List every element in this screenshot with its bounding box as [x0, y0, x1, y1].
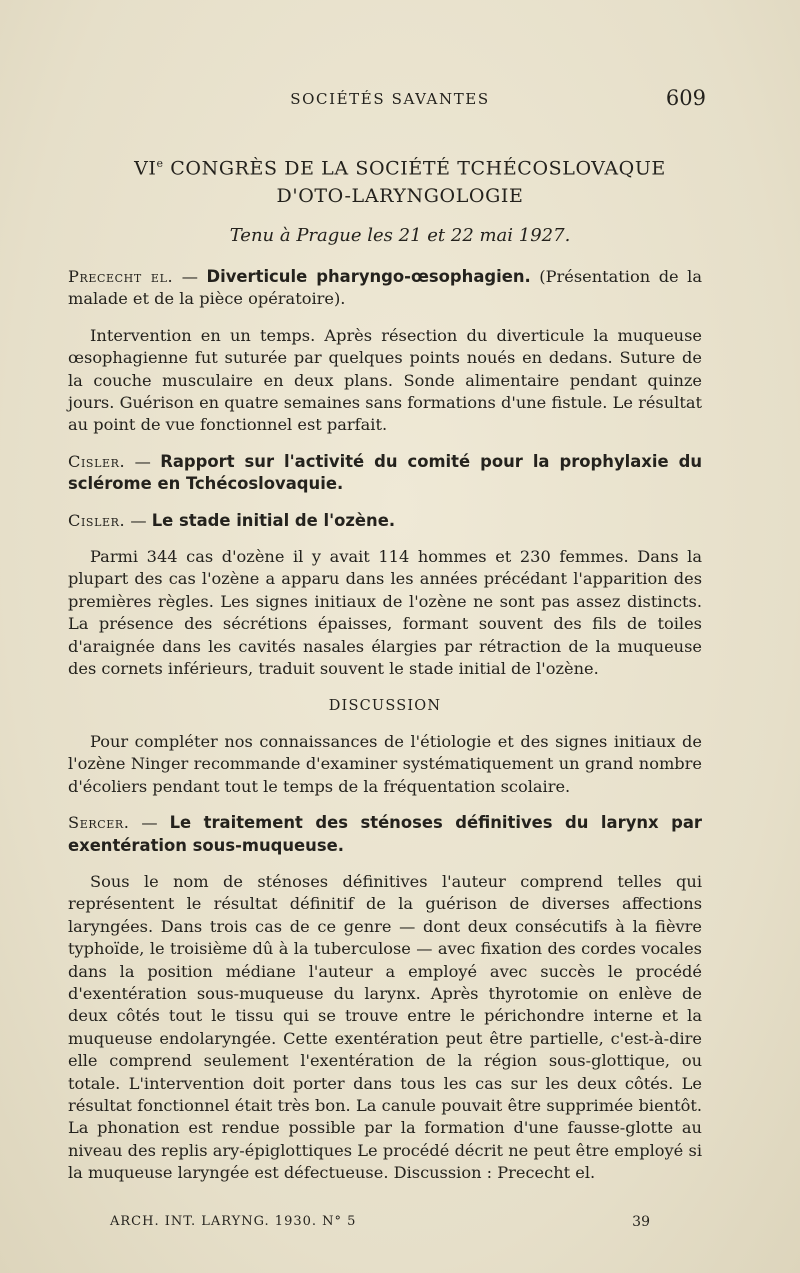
entry-author: Sercer.	[68, 813, 130, 833]
entry-topic: Diverticule pharyngo-œsophagien.	[206, 267, 531, 286]
entry-note: (Présentation de la malade et de la pièce opératoire).	[68, 267, 703, 309]
entry-sercer	[68, 812, 702, 857]
congress-title	[80, 150, 720, 210]
congress-date: Tenu à Prague les 21 et 22 mai 1927.	[229, 225, 571, 246]
entry-topic: Rapport sur l'activité du comité pour la prophylaxie du sclérome en Tchécoslovaquie.	[68, 451, 702, 494]
entry-paragraph: Sous le nom de sténoses définitives l'auteur comprend telles qui représentent le résultat définitif de la guérison de diverses affections laryngées. Dans trois cas de ce genre — dont deux consécutifs à la fièvre typhoïde, le troisième dû à la tuberculose — avec fixation des cordes vocales dans la position médiane l'auteur a employé avec succès le procédé d'exentération sous-muqueuse du larynx. Après thyrotomie on enlève de deux côtés tout le tissu qui se trouve entre le périchondre interne et la muqueuse endolaryngée. Cette exentération peut être partielle, c'est-à-dire elle comprend seulement l'exentération de la région sous-glottique, ou totale. L'intervention doit porter dans tous les cas sur les deux côtés. Le résultat fonctionnel était très bon. La canule pouvait être supprimée bientôt. La phonation est rendue possible par la formation d'une fausse-glotte au niveau des replis ary-épiglottiques Le procédé décrit ne peut être employé si la muqueuse laryngée est défectueuse. Discussion : Prececht el.	[68, 871, 702, 1183]
entry-author: Cisler.	[68, 510, 126, 530]
entry-cisler-rapport	[68, 451, 702, 496]
entry-prechtel	[68, 266, 702, 311]
ordinal: VI	[134, 157, 157, 180]
discussion-paragraph: Pour compléter nos connaissances de l'étiologie et des signes initiaux de l'ozène Ninger recommande d'examiner systématiquement un grand nombre d'écoliers pendant tout le temps de la fréquentation scolaire.	[68, 731, 702, 796]
congress-title-line2: D'OTO-LARYNGOLOGIE	[276, 185, 524, 208]
entry-dash: —	[173, 267, 207, 286]
page-footer	[110, 1214, 650, 1229]
entry-topic: Le traitement des sténoses définitives du larynx par exentération sous-muqueuse.	[68, 813, 703, 855]
page-header	[70, 86, 710, 116]
article-body	[68, 266, 702, 1199]
entry-topic: Le stade initial de l'ozène.	[151, 510, 396, 530]
sheet-number: 39	[632, 1214, 650, 1230]
discussion-heading: DISCUSSION	[328, 697, 442, 714]
entry-dash: —	[125, 451, 161, 471]
ordinal-suffix: e	[156, 157, 164, 170]
entry-paragraph: Intervention en un temps. Après résection du diverticule la muqueuse œsophagienne fut suturée par quelques points noués en dedans. Suture de la couche musculaire en deux plans. Sonde alimentaire pendant quinze jours. Guérison en quatre semaines sans formations d'une fistule. Le résultat au point de vue fonctionnel est parfait.	[68, 325, 702, 435]
page-number: 609	[665, 86, 706, 110]
entry-dash: —	[129, 813, 170, 833]
title-line1-text: CONGRÈS DE LA SOCIÉTÉ TCHÉCOSLOVAQUE	[170, 157, 666, 180]
entry-author: Prececht el.	[68, 267, 174, 286]
entry-paragraph: Parmi 344 cas d'ozène il y avait 114 hommes et 230 femmes. Dans la plupart des cas l'ozène a apparu dans les années précédant l'apparition des premières règles. Les signes initiaux de l'ozène ne sont pas assez distincts. La présence des sécrétions épaisses, formant souvent des fils de toiles d'araignée dans les cavités nasales élargies par rétraction de la muqueuse des cornets inférieurs, traduit souvent le stade initial de l'ozène.	[68, 547, 702, 679]
journal-citation: ARCH. INT. LARYNG. 1930. N° 5	[110, 1214, 357, 1229]
entry-cisler-ozene	[68, 510, 702, 532]
entry-dash: —	[125, 510, 152, 530]
entry-author: Cisler.	[68, 451, 126, 471]
congress-title-line1	[80, 150, 720, 182]
running-title: SOCIÉTÉS SAVANTES	[290, 90, 490, 108]
